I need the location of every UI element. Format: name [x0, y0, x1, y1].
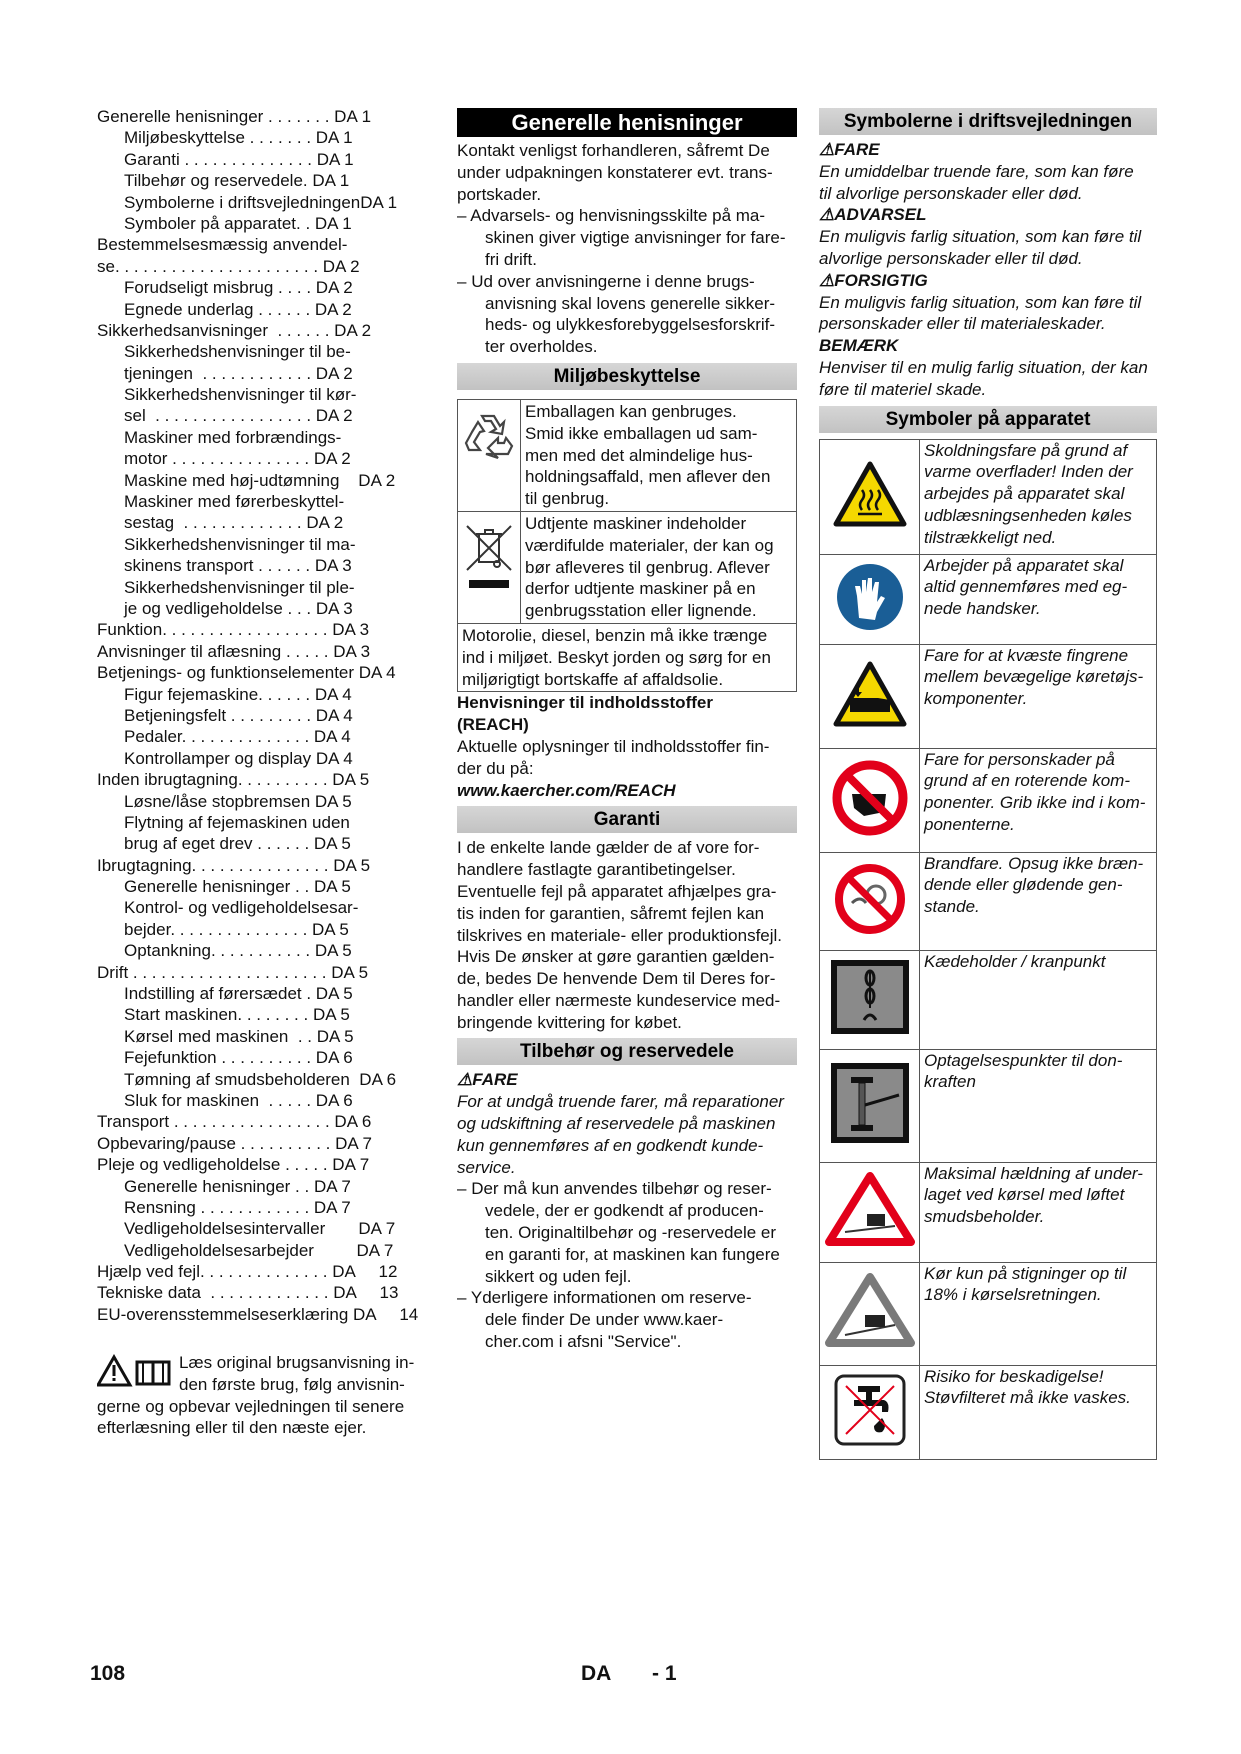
- text-line: Kør kun på stigninger op til: [924, 1263, 1127, 1283]
- toc-entry: Symboler på apparatet. . DA 1: [124, 213, 352, 233]
- symbol-heading: [819, 335, 1157, 357]
- text-line: I de enkelte lande gælder de af vore for-: [457, 838, 760, 858]
- warning-triangle-icon: ⚠: [819, 270, 835, 290]
- toc-entry: Kontrollamper og display DA 4: [124, 748, 353, 768]
- accessories-bullets: [457, 1178, 797, 1352]
- danger-heading: [457, 1069, 797, 1091]
- text-line: Smid ikke emballagen ud sam-: [525, 423, 758, 443]
- table-row: [458, 623, 797, 691]
- text-line: ponenter. Grib ikke ind i kom-: [924, 793, 1146, 813]
- toc-entry: motor . . . . . . . . . . . . . . . DA 2: [124, 449, 351, 469]
- notice-line: Læs original brugsanvisning in-: [179, 1353, 415, 1372]
- toc-entry: se. . . . . . . . . . . . . . . . . . . . . . DA 2: [97, 256, 360, 276]
- bullet-line: [457, 336, 797, 358]
- bullet-text: Advarsels- og henvisningsskilte på ma-: [470, 206, 766, 226]
- bullet-text: skinen giver vigtige anvisninger for fare-: [485, 228, 786, 248]
- warning-book-icon: [97, 1354, 171, 1393]
- reach-text: Aktuelle oplysninger til indholdsstoffer fin-: [457, 736, 770, 756]
- section-title-accessories: Tilbehør og reservedele: [457, 1038, 797, 1065]
- symbol-description: En muligvis farlig situation, som kan føre til: [819, 292, 1142, 312]
- reach-text: der du på:: [457, 758, 534, 778]
- environment-text-machines: [521, 511, 797, 623]
- notice-line: den første brug, følg anvisnin-: [179, 1374, 405, 1394]
- text-line: handlere fastlagte garantibetingelser.: [457, 860, 736, 880]
- bullet-text: Yderligere informationen om reserve-: [470, 1288, 752, 1308]
- toc-entry: EU-overensstemmelseserklæring DA 14: [97, 1304, 419, 1324]
- warning-triangle-icon: ⚠: [819, 140, 835, 159]
- toc-entry: Sikkerhedshenvisninger til be-: [124, 342, 351, 362]
- text-line: Maksimal hældning af under-: [924, 1163, 1143, 1183]
- language-code: DA: [581, 1662, 612, 1685]
- toc-entry: skinens transport . . . . . . DA 3: [124, 556, 352, 576]
- toc-entry: Optankning. . . . . . . . . . . DA 5: [124, 941, 352, 961]
- toc-entry: Indstilling af førersædet . DA 5: [124, 984, 353, 1004]
- symbol-description: [920, 1262, 1157, 1365]
- bullet-line: [457, 1200, 797, 1222]
- toc-entry: Løsne/låse stopbremsen DA 5: [124, 791, 352, 811]
- table-row: [820, 1162, 1157, 1262]
- text-line: Kontakt venligst forhandleren, såfremt De: [457, 141, 770, 160]
- text-line: ind i miljøet. Beskyt jorden og sørg for en: [462, 647, 771, 667]
- table-row: [820, 748, 1157, 852]
- toc-entry: Maskiner med førerbeskyttel-: [124, 492, 345, 512]
- text-line: Støvfilteret må ikke vaskes.: [924, 1388, 1131, 1408]
- symbol-heading: [819, 139, 1157, 161]
- toc-entry: Tilbehør og reservedele. DA 1: [124, 171, 350, 191]
- text-line: Arbejder på apparatet skal: [924, 555, 1124, 575]
- section-title-environment: Miljøbeskyttelse: [457, 363, 797, 390]
- toc-entry: Miljøbeskyttelse . . . . . . . DA 1: [124, 128, 353, 148]
- toc-entry: je og vedligeholdelse . . . DA 3: [124, 598, 353, 618]
- toc-entry: tjeningen . . . . . . . . . . . . DA 2: [124, 363, 353, 383]
- table-row: [820, 644, 1157, 748]
- toc-entry: bejder. . . . . . . . . . . . . . . DA 5: [124, 919, 349, 939]
- bullet-line: [457, 293, 797, 315]
- symbol-heading: [819, 270, 1157, 292]
- toc-entry: Drift . . . . . . . . . . . . . . . . . . . . . DA 5: [97, 962, 369, 982]
- toc-entry: Bestemmelsesmæssig anvendel-: [97, 235, 348, 255]
- max-slope-18-icon: [820, 1262, 920, 1365]
- bullet-dash: –: [457, 1288, 471, 1308]
- recycling-icon: [458, 399, 521, 511]
- toc-entry: Maskiner med forbrændings-: [124, 427, 342, 447]
- text-line: til genbrug.: [525, 489, 610, 509]
- general-bullets: [457, 205, 797, 358]
- toc-entry: Sluk for maskinen . . . . . DA 6: [124, 1090, 353, 1110]
- symbol-description: til alvorlige personskader eller død.: [819, 183, 1083, 203]
- bullet-line: [457, 205, 797, 227]
- right-column: [819, 108, 1157, 1460]
- toc-entry: Sikkerhedshenvisninger til kør-: [124, 385, 357, 405]
- environment-text-oil: [458, 623, 797, 691]
- text-line: men med det almindelige hus-: [525, 445, 753, 465]
- symbol-description: føre til materiel skade.: [819, 379, 987, 399]
- table-of-contents: [97, 106, 437, 1325]
- toc-entry: Hjælp ved fejl. . . . . . . . . . . . . . DA 12: [97, 1262, 398, 1282]
- text-line: Fare for personskader på: [924, 749, 1115, 769]
- section-title-warranty: Garanti: [457, 806, 797, 833]
- symbol-description: [920, 644, 1157, 748]
- bullet-text: cher.com i afsni "Service".: [485, 1332, 682, 1352]
- bullet-text: Ud over anvisningerne i denne brugs-: [471, 271, 755, 291]
- max-slope-red-icon: [820, 1162, 920, 1262]
- toc-entry: Fejefunktion . . . . . . . . . . DA 6: [124, 1048, 353, 1068]
- symbol-label: BEMÆRK: [819, 336, 899, 356]
- toc-entry: Betjeningsfelt . . . . . . . . . DA 4: [124, 705, 353, 725]
- jack-point-icon: [820, 1049, 920, 1162]
- text-line: Skoldningsfare på grund af: [924, 440, 1128, 460]
- text-line: Udtjente maskiner indeholder: [525, 513, 747, 533]
- toc-entry: Flytning af fejemaskinen uden: [124, 812, 350, 832]
- toc-entry: Generelle henisninger . . DA 7: [124, 1176, 351, 1196]
- crossed-out-bin-icon: [458, 511, 521, 623]
- warranty-text: [457, 837, 797, 1033]
- text-line: For at undgå truende farer, må reparationer: [457, 1092, 784, 1112]
- toc-entry: Generelle henisninger . . DA 5: [124, 877, 351, 897]
- environment-text-packaging: [521, 399, 797, 511]
- bullet-line: [457, 1178, 797, 1200]
- toc-entry: Symbolerne i driftsvejledningenDA 1: [124, 192, 398, 212]
- toc-entry: Sikkerhedsanvisninger . . . . . . DA 2: [97, 320, 372, 340]
- text-line: Brandfare. Opsug ikke bræn-: [924, 853, 1144, 873]
- symbol-label: FARE: [834, 140, 880, 159]
- bullet-line: [457, 271, 797, 293]
- table-row: [820, 852, 1157, 950]
- text-line: Motorolie, diesel, benzin må ikke trænge: [462, 625, 768, 645]
- danger-label: FARE: [472, 1070, 518, 1090]
- toc-entry: Egnede underlag . . . . . . DA 2: [124, 299, 352, 319]
- toc-entry: Generelle henisninger . . . . . . . DA 1: [97, 107, 372, 126]
- notice-line: efterlæsning eller til den næste ejer.: [97, 1418, 367, 1438]
- symbol-description: [920, 748, 1157, 852]
- toc-entry: Vedligeholdelsesarbejder DA 7: [124, 1240, 394, 1260]
- text-line: varme overflader! Inden der: [924, 462, 1133, 482]
- text-line: service.: [457, 1157, 516, 1177]
- toc-entry: Betjenings- og funktionselementer DA 4: [97, 663, 396, 683]
- no-burning-objects-icon: [820, 852, 920, 950]
- bullet-dash: –: [457, 1179, 472, 1199]
- table-row: [820, 950, 1157, 1049]
- bullet-line: [457, 1331, 797, 1353]
- toc-entry: Kontrol- og vedligeholdelsesar-: [124, 898, 359, 918]
- text-line: Hvis De ønsker at gøre garantien gælden-: [457, 947, 775, 967]
- text-line: kraften: [924, 1072, 976, 1092]
- text-line: udblæsningsenheden køles: [924, 505, 1132, 525]
- section-title-symbols-device: Symboler på apparatet: [819, 406, 1157, 433]
- text-line: under udpakningen konstaterer evt. trans-: [457, 162, 773, 182]
- section-title-general: Generelle henisninger: [457, 108, 797, 137]
- text-line: dende eller glødende gen-: [924, 875, 1123, 895]
- table-row: [820, 1049, 1157, 1162]
- toc-entry: Pedaler. . . . . . . . . . . . . . DA 4: [124, 727, 351, 747]
- text-line: stande.: [924, 897, 980, 917]
- environment-table: [457, 399, 797, 692]
- toc-entry: Funktion. . . . . . . . . . . . . . . . . . DA 3: [97, 620, 370, 640]
- table-row: [458, 399, 797, 511]
- toc-entry: Start maskinen. . . . . . . . DA 5: [124, 1005, 350, 1025]
- text-line: Kædeholder / kranpunkt: [924, 951, 1106, 971]
- text-line: komponenter.: [924, 689, 1028, 709]
- text-line: og udskiftning af reservedele på maskinen: [457, 1114, 776, 1134]
- toc-entry: Opbevaring/pause . . . . . . . . . . DA 7: [97, 1133, 372, 1153]
- symbol-description: personskader eller til materialeskader.: [819, 314, 1106, 334]
- symbol-description: [920, 1365, 1157, 1459]
- symbol-description: [920, 950, 1157, 1049]
- symbol-description: [920, 439, 1157, 554]
- reach-link[interactable]: www.kaercher.com/REACH: [457, 780, 676, 800]
- text-line: Optagelsespunkter til don-: [924, 1050, 1123, 1070]
- text-line: ponenterne.: [924, 814, 1015, 834]
- toc-entry: brug af eget drev . . . . . . DA 5: [124, 834, 351, 854]
- text-line: laget ved kørsel med løftet: [924, 1185, 1125, 1205]
- symbol-description: Henviser til en mulig farlig situation, der kan: [819, 357, 1148, 377]
- text-line: Fare for at kvæste fingrene: [924, 645, 1129, 665]
- table-row: [820, 1262, 1157, 1365]
- symbol-description: [920, 852, 1157, 950]
- general-intro: [457, 140, 797, 205]
- bullet-line: [457, 1244, 797, 1266]
- text-line: altid gennemføres med eg-: [924, 577, 1128, 597]
- bullet-text: vedele, der er godkendt af producen-: [485, 1201, 764, 1221]
- toc-entry: Anvisninger til aflæsning . . . . . DA 3: [97, 641, 371, 661]
- toc-entry: Figur fejemaskine. . . . . . DA 4: [124, 684, 352, 704]
- middle-column: [457, 108, 797, 1353]
- toc-entry: Tømning af smudsbeholderen DA 6: [124, 1069, 397, 1089]
- table-row: [820, 439, 1157, 554]
- table-row: [820, 1365, 1157, 1459]
- bullet-text: sikkert og uden fejl.: [485, 1266, 632, 1286]
- text-line: Risiko for beskadigelse!: [924, 1366, 1104, 1386]
- bullet-line: [457, 1266, 797, 1288]
- page-number: 108: [90, 1662, 126, 1685]
- text-line: 18% i kørselsretningen.: [924, 1285, 1102, 1305]
- text-line: Emballagen kan genbruges.: [525, 401, 737, 421]
- text-line: arbejdes på apparatet skal: [924, 484, 1125, 504]
- text-line: holdningsaffald, men aflever den: [525, 467, 771, 487]
- text-line: værdifulde materialer, der kan og: [525, 535, 774, 555]
- do-not-wash-icon: [820, 1365, 920, 1459]
- text-line: Eventuelle fejl på apparatet afhjælpes gra-: [457, 881, 777, 901]
- bullet-text: ter overholdes.: [485, 337, 598, 357]
- no-reaching-rotating-parts-icon: [820, 748, 920, 852]
- bullet-text: dele finder De under www.kaer-: [485, 1310, 724, 1330]
- chain-lifting-point-icon: [820, 950, 920, 1049]
- symbol-heading: [819, 204, 1157, 226]
- toc-entry: Sikkerhedshenvisninger til ma-: [124, 534, 356, 554]
- symbol-description: [920, 1049, 1157, 1162]
- symbol-description: En umiddelbar truende fare, som kan føre: [819, 161, 1134, 181]
- text-line: portskader.: [457, 184, 542, 204]
- warning-triangle-icon: ⚠: [819, 205, 835, 225]
- text-line: tis inden for garantien, såfremt fejlen kan: [457, 903, 765, 923]
- section-title-symbols-manual: Symbolerne i driftsvejledningen: [819, 108, 1157, 135]
- text-line: bør afleveres til genbrug. Aflever: [525, 557, 770, 577]
- bullet-text: en garanti for, at maskinen kan fungere: [485, 1244, 780, 1264]
- danger-text: [457, 1091, 797, 1178]
- toc-entry: Ibrugtagning. . . . . . . . . . . . . . . DA 5: [97, 855, 371, 875]
- hot-surface-warning-icon: [820, 439, 920, 554]
- toc-entry: sel . . . . . . . . . . . . . . . . . DA 2: [124, 406, 353, 426]
- table-row: [458, 511, 797, 623]
- warning-triangle-icon: ⚠: [457, 1070, 473, 1090]
- text-line: handler eller nærmeste kundeservice med-: [457, 990, 781, 1010]
- read-manual-notice: [97, 1352, 437, 1439]
- text-line: bringende kvittering for købet.: [457, 1012, 682, 1032]
- symbol-description: En muligvis farlig situation, som kan føre til: [819, 227, 1142, 247]
- toc-entry: Pleje og vedligeholdelse . . . . . DA 7: [97, 1155, 370, 1175]
- text-line: tilskrives en materiale- eller produktionsfejl.: [457, 925, 783, 945]
- toc-entry: Inden ibrugtagning. . . . . . . . . . DA 5: [97, 770, 370, 790]
- wear-gloves-icon: [820, 554, 920, 644]
- bullet-dash: –: [457, 271, 472, 291]
- bullet-text: ten. Originaltilbehør og -reservedele er: [485, 1223, 777, 1243]
- symbol-description: [920, 554, 1157, 644]
- toc-entry: Forudseligt misbrug . . . . DA 2: [124, 278, 353, 298]
- text-line: smudsbeholder.: [924, 1207, 1045, 1227]
- symbols-manual-list: [819, 139, 1157, 401]
- toc-entry: sestag . . . . . . . . . . . . . DA 2: [124, 513, 344, 533]
- text-line: tilstrækkeligt ned.: [924, 527, 1057, 547]
- toc-entry: Garanti . . . . . . . . . . . . . . DA 1: [124, 149, 354, 169]
- bullet-line: [457, 314, 797, 336]
- table-row: [820, 554, 1157, 644]
- symbol-description: alvorlige personskader eller til død.: [819, 248, 1083, 268]
- symbol-description: [920, 1162, 1157, 1262]
- symbols-device-table: [819, 439, 1157, 1460]
- symbol-label: FORSIGTIG: [834, 270, 928, 290]
- symbol-label: ADVARSEL: [834, 205, 927, 225]
- reach-heading: (REACH): [457, 715, 529, 735]
- bullet-text: fri drift.: [485, 249, 537, 269]
- toc-entry: Maskine med høj-udtømning DA 2: [124, 470, 396, 490]
- section-page: - 1: [652, 1662, 677, 1685]
- bullet-line: [457, 227, 797, 249]
- text-line: grund af en roterende kom-: [924, 771, 1131, 791]
- text-line: mellem bevægelige køretøjs-: [924, 667, 1144, 687]
- bullet-line: [457, 1287, 797, 1309]
- toc-entry: Kørsel med maskinen . . DA 5: [124, 1026, 354, 1046]
- text-line: nede handsker.: [924, 599, 1041, 619]
- reach-heading: Henvisninger til indholdsstoffer: [457, 693, 713, 713]
- text-line: kun gennemføres af en godkendt kunde-: [457, 1135, 764, 1155]
- hand-crush-warning-icon: [820, 644, 920, 748]
- bullet-text: heds- og ulykkesforebyggelsesforskrif-: [485, 315, 776, 335]
- text-line: genbrugsstation eller lignende.: [525, 601, 757, 621]
- bullet-line: [457, 1309, 797, 1331]
- text-line: derfor udtjente maskiner på en: [525, 579, 756, 599]
- toc-entry: Transport . . . . . . . . . . . . . . . . . DA 6: [97, 1112, 372, 1132]
- toc-entry: Tekniske data . . . . . . . . . . . . . DA 13: [97, 1283, 399, 1303]
- toc-entry: Vedligeholdelsesintervaller DA 7: [124, 1219, 396, 1239]
- bullet-dash: –: [457, 206, 471, 226]
- bullet-line: [457, 1222, 797, 1244]
- bullet-text: anvisning skal lovens generelle sikker-: [485, 293, 776, 313]
- toc-entry: Sikkerhedshenvisninger til ple-: [124, 577, 355, 597]
- text-line: de, bedes De henvende Dem til Deres for-: [457, 969, 776, 989]
- toc-entry: Rensning . . . . . . . . . . . . DA 7: [124, 1197, 351, 1217]
- notice-line: gerne og opbevar vejledningen til senere: [97, 1396, 405, 1416]
- text-line: miljørigtigt bortskaffe af affaldsolie.: [462, 669, 724, 689]
- bullet-text: Der må kun anvendes tilbehør og reser-: [471, 1179, 772, 1199]
- bullet-line: [457, 249, 797, 271]
